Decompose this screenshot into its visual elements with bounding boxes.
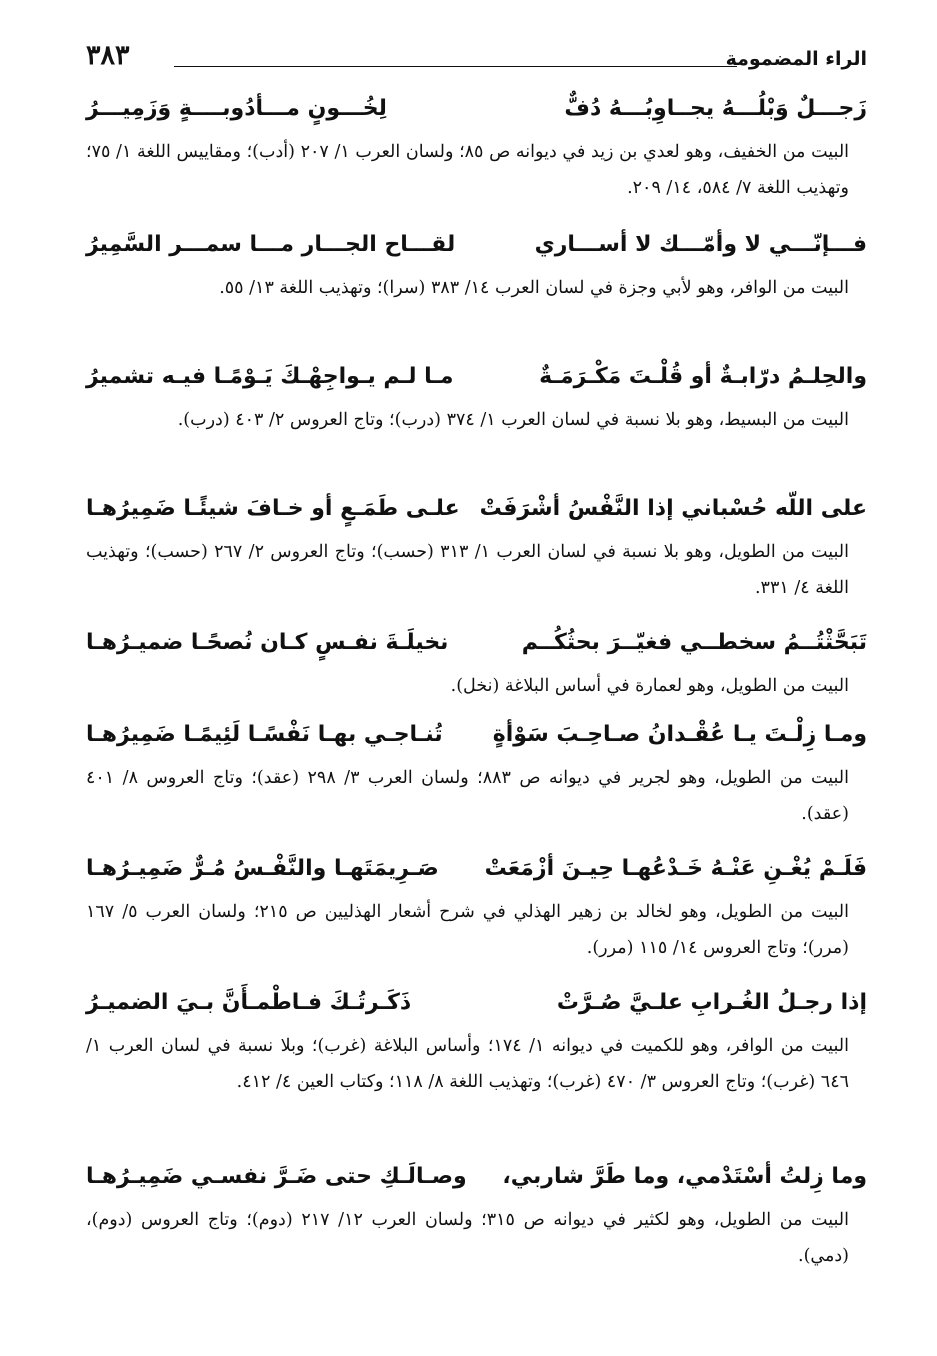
verse-entry xyxy=(86,1156,867,1274)
verse-first-hemistich: إذا رجـلُ الغُـرابِ علـيَّ صُـرَّتْ xyxy=(556,990,867,1015)
verse-first-hemistich: زَجـــلٌ وَبْلُـــهُ يجــاوِبُـــهُ دُفٌّ xyxy=(564,96,867,121)
verse-line xyxy=(86,982,867,1028)
verse-second-hemistich: علـى طَمَـعٍ أو خـافَ شيئًـا ضَمِيرُهـا xyxy=(86,496,460,521)
verse-second-hemistich: ذَكَـرتُـكَ فـاطْمـأَنَّ بـيَ الضميـرُ xyxy=(86,990,412,1015)
verse-second-hemistich: لِخُـــونٍ مـــأدُوبــــةٍ وَزَمِيـــرُ xyxy=(86,96,387,121)
verse-citation: البيت من الخفيف، وهو لعدي بن زيد في ديوانه ص ٨٥؛ ولسان العرب ١/ ٢٠٧ (أدب)؛ ومقاييس اللغة ١/ ٧٥؛ وتهذيب اللغة ٧/ ٥٨٤، ١٤/ ٢٠٩. xyxy=(86,142,850,198)
verse-line xyxy=(86,714,867,760)
verse-line xyxy=(86,848,867,894)
verse-citation: البيت من الوافر، وهو للكميت في ديوانه ١/ ١٧٤؛ وأساس البلاغة (غرب)؛ وبلا نسبة في لسان العرب ١/ ٦٤٦ (غرب)؛ وتاج العروس ٣/ ٤٧٠ (غرب)؛ وتهذيب اللغة ٨/ ١١٨؛ وكتاب العين ٤/ ٤١٢. xyxy=(86,1036,849,1092)
verse-entry xyxy=(86,982,867,1100)
verse-line xyxy=(86,224,867,270)
verse-line xyxy=(86,88,867,134)
verse-line xyxy=(86,488,867,534)
verse-second-hemistich: لقـــاح الجـــار مـــا سمـــر السَّمِيرُ xyxy=(86,232,456,257)
verse-second-hemistich: صَـرِيمَتَهـا والنَّفْـسُ مُـرٌّ ضَمِيـرُهـا xyxy=(86,856,439,881)
verse-line xyxy=(86,356,867,402)
verse-citation: البيت من الطويل، وهو بلا نسبة في لسان العرب ١/ ٣١٣ (حسب)؛ وتاج العروس ٢/ ٢٦٧ (حسب)؛ وتهذيب اللغة ٤/ ٣٣١. xyxy=(86,542,849,598)
verse-first-hemistich: والحِلـمُ درّابـةٌ أو قُلْـتَ مَكْـرَمَـةٌ xyxy=(539,364,867,389)
verse-second-hemistich: مـا لـم يـواجِهْـكَ يَـوْمًـا فيـه تشميرُ xyxy=(86,364,454,389)
header-rule xyxy=(174,66,737,67)
verse-citation: البيت من البسيط، وهو بلا نسبة في لسان العرب ١/ ٣٧٤ (درب)؛ وتاج العروس ٢/ ٤٠٣ (درب). xyxy=(177,410,849,430)
page-number: ٣٨٣ xyxy=(86,40,130,71)
verse-citation: البيت من الوافر، وهو لأبي وجزة في لسان العرب ١٤/ ٣٨٣ (سرا)؛ وتهذيب اللغة ١٣/ ٥٥. xyxy=(219,278,849,298)
verse-first-hemistich: فـــإنّـــي لا وأمّـــك لا أســـاري xyxy=(534,232,867,257)
verse-entry xyxy=(86,622,867,704)
verse-citation: البيت من الطويل، وهو لجرير في ديوانه ص ٨٨٣؛ ولسان العرب ٣/ ٢٩٨ (عقد)؛ وتاج العروس ٨/ ٤٠١ (عقد). xyxy=(86,768,849,824)
verse-first-hemistich: ومـا زِلْـتَ يـا عُقْـدانُ صـاحِـبَ سَوْأةٍ xyxy=(492,722,867,747)
verse-first-hemistich: وما زِلتُ أسْتَدْمي، وما طَرَّ شاربي، xyxy=(502,1164,867,1189)
section-title: الراء المضمومة xyxy=(725,48,867,70)
verse-line xyxy=(86,622,867,668)
verse-entry xyxy=(86,488,867,606)
verse-second-hemistich: نخيلَـةَ نفـسٍ كـان نُصحًـا ضميـرُهـا xyxy=(86,630,449,655)
verse-first-hemistich: تَبَحَّثْتُــمُ سخطــي فغيّــرَ بحثُكُــم xyxy=(521,630,867,655)
verse-line xyxy=(86,1156,867,1202)
verse-entry xyxy=(86,714,867,832)
verse-citation: البيت من الطويل، وهو لخالد بن زهير الهذلي في شرح أشعار الهذليين ص ٢١٥؛ ولسان العرب ٥/ ١٦٧ (مرر)؛ وتاج العروس ١٤/ ١١٥ (مرر). xyxy=(86,902,849,958)
verse-second-hemistich: تُنـاجـي بهـا نَفْسًـا لَئِيمًـا ضَمِيرُهـا xyxy=(86,722,443,747)
verse-first-hemistich: فَلَـمْ يُغْـنِ عَنْـهُ خَـدْعُهـا حِيـنَ أزْمَعَتْ xyxy=(484,856,867,881)
verse-entry xyxy=(86,224,867,306)
verse-citation: البيت من الطويل، وهو لكثير في ديوانه ص ٣١٥؛ ولسان العرب ١٢/ ٢١٧ (دوم)؛ وتاج العروس (دوم)، (دمي). xyxy=(86,1210,849,1266)
verse-entry xyxy=(86,848,867,966)
verse-entry xyxy=(86,88,867,206)
verse-citation: البيت من الطويل، وهو لعمارة في أساس البلاغة (نخل). xyxy=(450,676,849,696)
verse-entry xyxy=(86,356,867,438)
verse-first-hemistich: على اللّه حُسْباني إذا النَّفْسُ أشْرَفَتْ xyxy=(479,496,867,521)
page-header xyxy=(86,38,867,82)
verse-second-hemistich: وصـالَـكِ حتى ضَـرَّ نفسـي ضَمِيـرُهـا xyxy=(86,1164,467,1189)
